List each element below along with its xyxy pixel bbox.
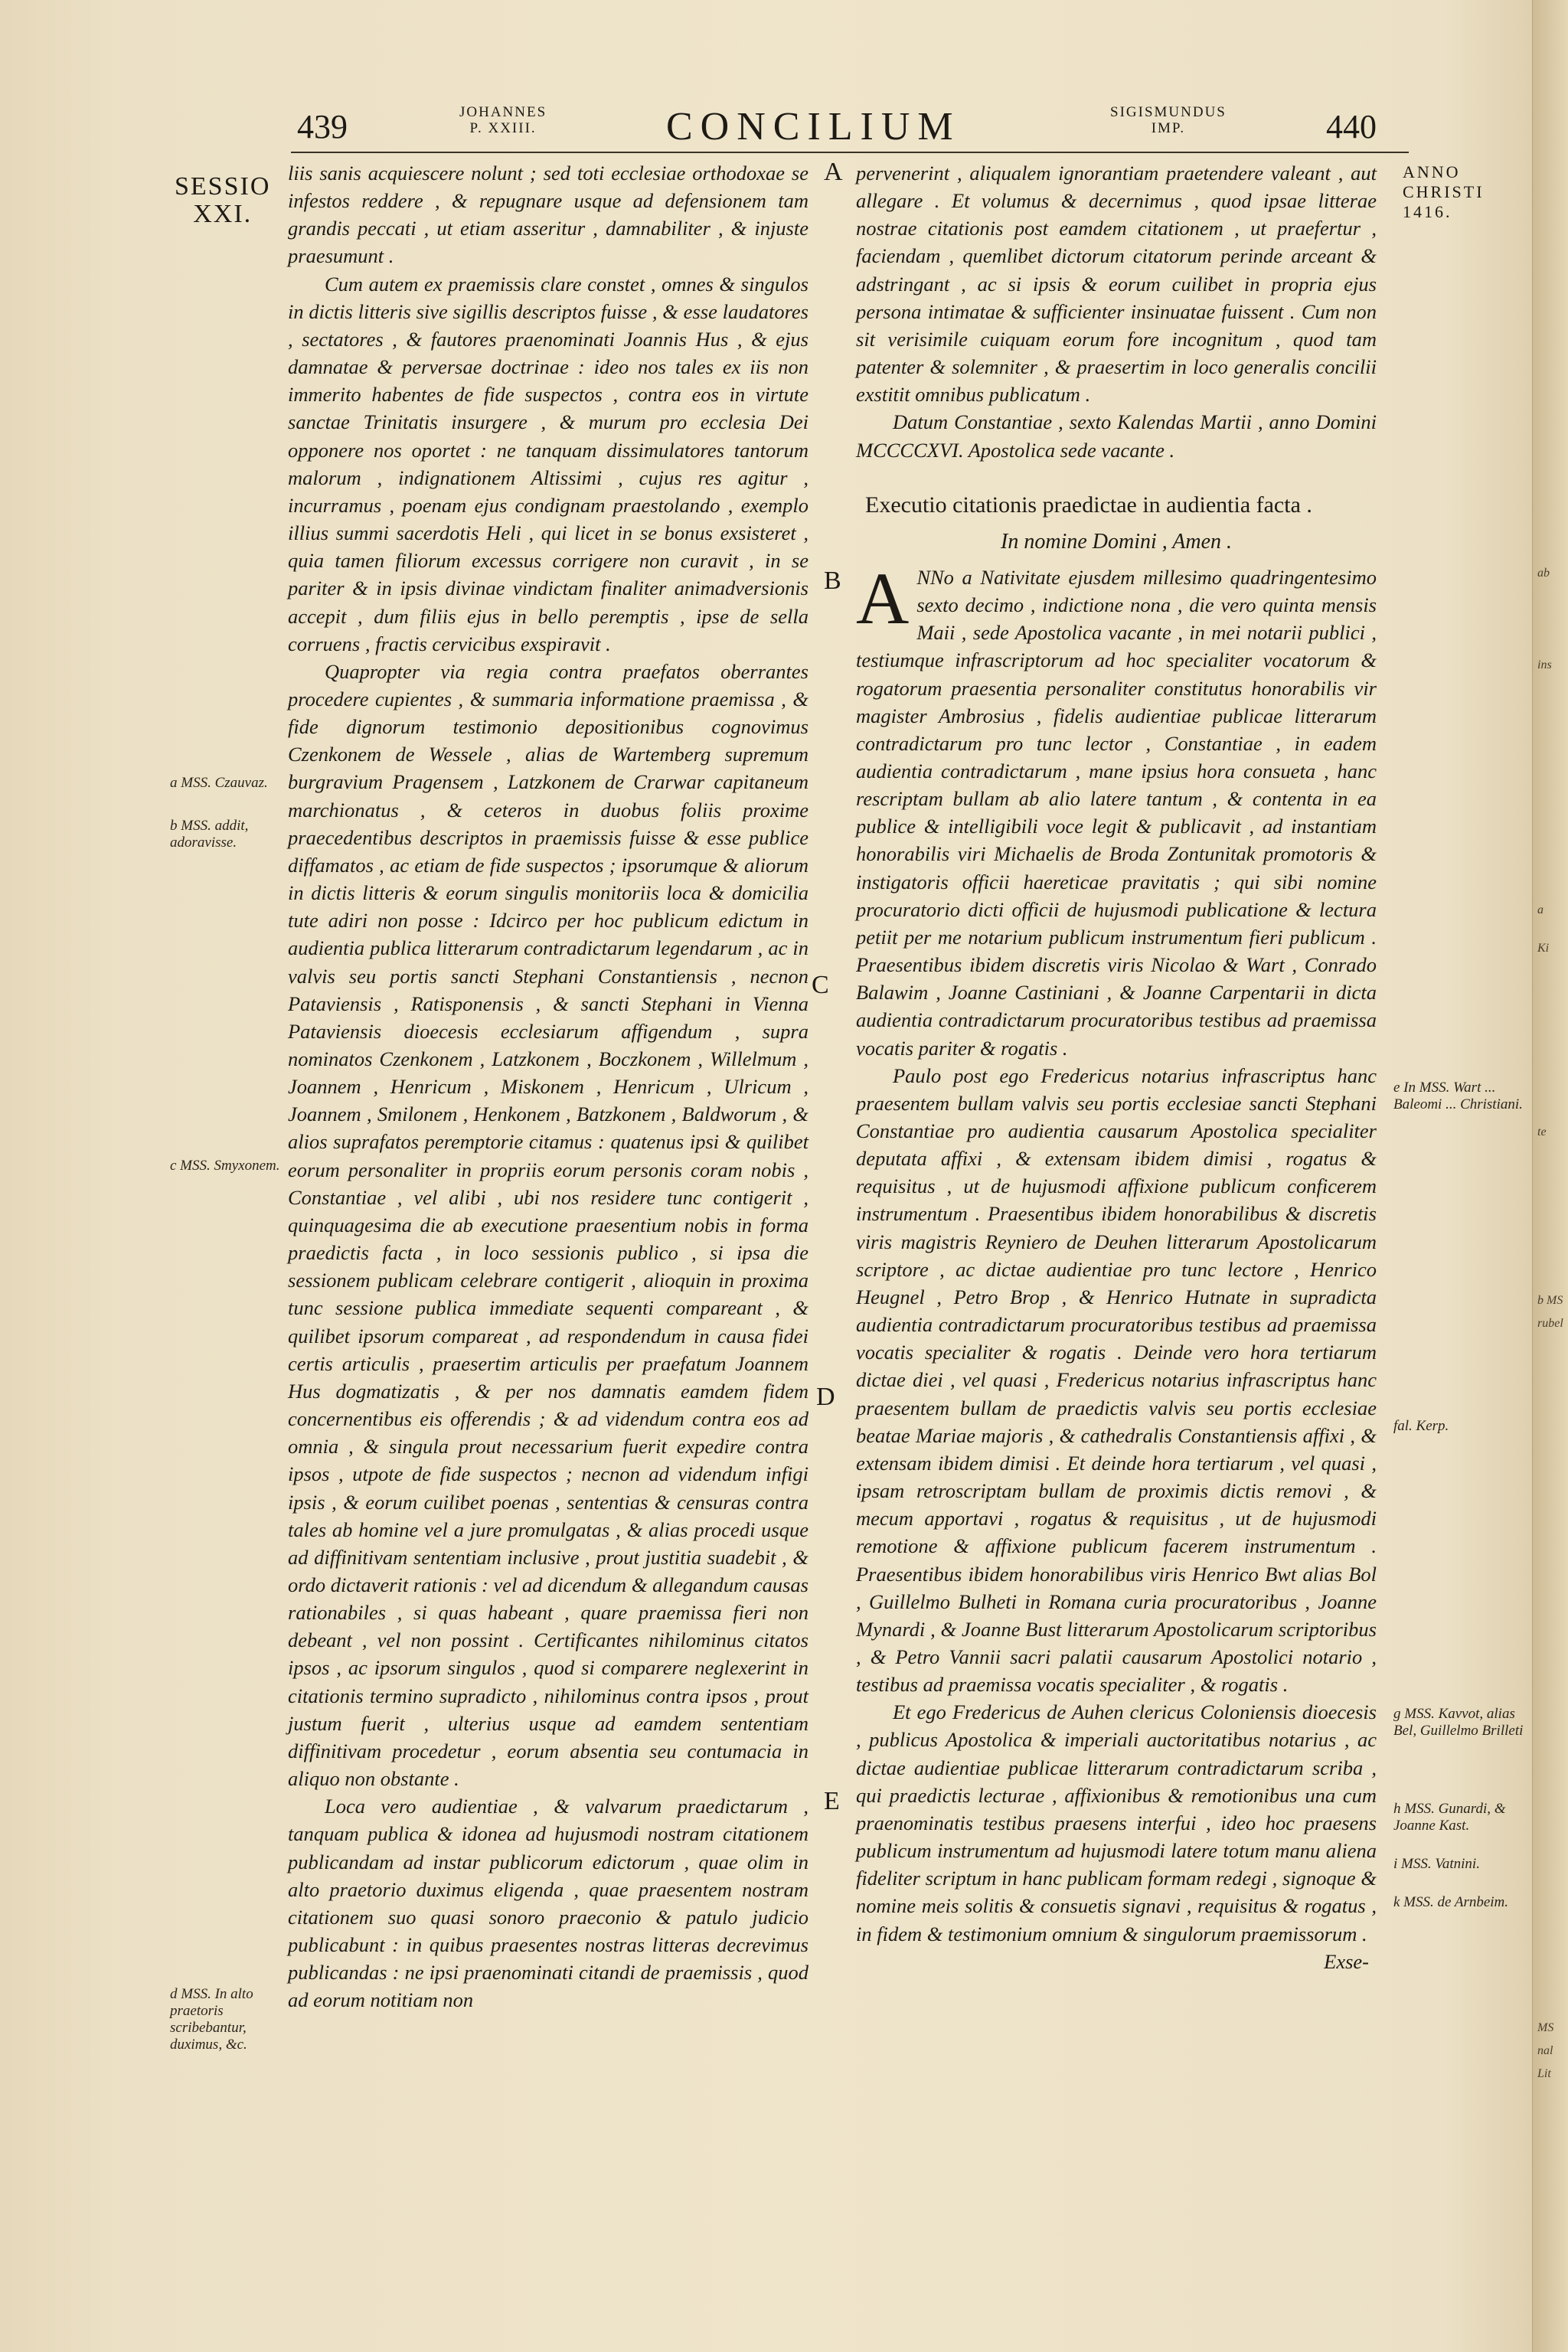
paragraph-text: NNo a Nativitate ejusdem millesimo quadringentesimo sexto decimo , indictione nona , die vero quinta mensis Maii , sede Apostolica vacante , in mei notarii publici , testiumque infrascriptorum ad hoc specialiter vocatorum & rogatorum praesentia personaliter constitutus honorabilis vir magister Ambrosius , fidelis audientiae publicae litterarum contradictarum pro tunc lector , Constantiae , in eadem audientia contradictarum , mane ipsius hora consueta , hanc rescriptam bullam ab alio latere tantum , & contenta in ea publice & intelligibili voce legit & publicavit , ad instantiam honorabilis viri Michaelis de Broda Zontunitak promotoris & instigatoris officii haereticae pravitatis ; qui sibi nomine procuratorio dicti officii de hujusmodi publicatione & lectura petiit per me notarium publicum instrumentum fieri publicum . Praesentibus ibidem discretis viris Nicolao & Wart , Conrado Balawim , Joanne Castiniani , & Joanne Carpentarii in dicta audientia contradictarum procuratoribus testibus ad praemissa vocatis pariter & rogatis . — [856, 565, 1377, 1060]
page-number-left: 439 — [297, 108, 348, 145]
margin-note-f: fal. Kerp. — [1393, 1418, 1449, 1434]
running-head-left — [459, 104, 547, 136]
initial-capital: A — [856, 557, 910, 639]
margin-note-a: a MSS. Czauvaz. — [170, 775, 268, 791]
right-column — [856, 159, 1377, 1975]
edge-note: ab — [1537, 567, 1550, 580]
edge-note: MS — [1537, 2021, 1554, 2034]
paragraph — [856, 557, 1377, 1062]
adjacent-page-edge — [1532, 0, 1568, 2352]
margin-note-i: i MSS. Vatnini. — [1393, 1856, 1480, 1872]
margin-note-d: d MSS. In alto praetoris scribebantur, duximus, &c. — [170, 1986, 253, 2053]
invocation-heading: In nomine Domini , Amen . — [1001, 529, 1232, 554]
paragraph: liis sanis acquiescere nolunt ; sed toti ecclesiae orthodoxae se infestos reddere , & repugnare usque ad defensionem tam grandis peccati , ut etiam asseritur , damnabiliter , & injuste praesumunt . — [288, 162, 808, 268]
year-label-line1: ANNO — [1403, 162, 1461, 181]
edge-note: te — [1537, 1125, 1547, 1138]
year-label — [1403, 162, 1485, 222]
paragraph: Paulo post ego Fredericus notarius infrascriptus hanc praesentem bullam valvis seu portis ecclesiae sancti Stephani Constantiae pro audientia causarum Apostolica specialiter deputata affixi , & extensam ibidem dimisi , rogatus & requisitus , ut de hujusmodi affixione publicum conficerem instrumentum . Praesentibus ibidem honorabilibus & discretis viris magistris Reyniero de Deuhen litterarum Apostolicarum scriptore , ac dictae audientiae pro tunc lectore , Henrico Heugnel , Petro Brop , & Henrico Hutnate in supradicta audientia contradictarum procuratoribus testibus ad praemissa vocatis specialiter & rogatis . Deinde vero hora tertiarum dictae diei , vel quasi , Fredericus notarius infrascriptus hanc praesentem bullam de praedictis valvis seu portis ecclesiae beatae Mariae majoris , & cathedralis Constantiensis affixi , & extensam ibidem dimisi . Et deinde hora tertiarum , vel quasi , ipsam retroscriptam bullam de proximis dictis removi , & mecum apportavi , rogatus & requisitus , ut de hujusmodi remotione & affixione publicum facerem instrumentum . Praesentibus ibidem honorabilibus viris Henrico Bwt alias Bol , Guillelmo Bulheti in Romana curia procuratoribus , Joanne Mynardi , & Joanne Bust litterarum Apostolicarum scriptoribus , & Petro Vannii sacri palatii causarum Apostolici notario , testibus ad praemissa vocatis specialiter , & rogatis . — [856, 1063, 1377, 1697]
margin-note-g: g MSS. Kavvot, alias Bel, Guillelmo Brilleti — [1393, 1706, 1524, 1739]
year-label-line2: CHRISTI — [1403, 182, 1485, 201]
edge-note: a — [1537, 903, 1544, 916]
margin-note-e: e In MSS. Wart ... Baleomi ... Christiani. — [1393, 1080, 1523, 1112]
paragraph: Datum Constantiae , sexto Kalendas Martii , anno Domini MCCCCXVI. Apostolica sede vacante . — [856, 410, 1377, 462]
catchword: Exse- — [1324, 1949, 1369, 1973]
paragraph: Cum autem ex praemissis clare constet , omnes & singulos in dictis litteris sive sigillis descriptos fuisse , & esse laudatores , sectatores , & fautores praenominati Joannis Hus , & ejus damnatae & perversae doctrinae : ideo nos tales ex iis non immerito habentes de fide suspectos , contra eos in virtute sanctae Trinitatis insurgere , & murum pro ecclesia Dei opponere nos oportet : ne tanquam dissimulatores tantorum malorum , indignationem Altissimi , cujus res agitur , incurramus , poenam ejus condignam praestolando , exemplo illius summi sacerdotis Heli , qui licet in se bonus exsisteret , quia tamen filiorum excessus corrigere non curavit , in se pariter & in ipsis divinae vindictam finaliter animadversionis accepit , dum filiis ejus in bello peremptis , ipse de sella corruens , fractis cervicibus exspiravit . — [288, 272, 808, 655]
paragraph: Quapropter via regia contra praefatos oberrantes procedere cupientes , & summaria informatione praemissa , & fide dignorum testimonio depositionibus cognovimus Czenkonem de Wessele , alias de Wartemberg supremum burgravium Pragensem , Latzkonem de Crarwar capitaneum marchionatus , & ceteros in duobus foliis proxime praecedentibus descriptos in praemissis fuisse & esse publice diffamatos , ac etiam de fide suspectos ; ipsorumque & aliorum in dictis litteris & eorum singulis monitoriis loca & domicilia tute adiri non posse : Idcirco per hoc publicum edictum in audientia publica litterarum contradictarum legendarum , ac in valvis seu portis sancti Stephani Constantiensis , necnon Pataviensis , Ratisponensis , & sancti Stephani in Vienna Pataviensis dioecesis ecclesiarum affigendum , supra nominatos Czenkonem , Latzkonem , Boczkonem , Willelmum , Joannem , Henricum , Miskonem , Henricum , Ulricum , Joannem , Smilonem , Henkonem , Batzkonem , Baldworum , & alios suprafatos peremptorie citamus : quatenus ipsi & quilibet eorum personaliter in propriis eorum personis coram nobis , Constantiae , vel alibi , ubi nos residere tunc contigerit , quinquagesima die ab executione praesentium nobis in forma praedictis facta , in loco sessionis publico , si ipsa die sessionem publicam celebrare contigerit , alioquin in proxima tunc sessione publica immediate sequenti compareant , & quilibet ipsorum compareat , ad respondendum in causa fidei certis articulis , praesertim articulis per praefatum Joannem Hus dogmatizatis , & per nos damnatis eamdem fidem concernentibus eis offerendis ; & ad videndum contra eos ad omnia , & singula prout necessarium fuerit expedire contra ipsos , utpote de fide suspectos ; necnon ad videndum infigi ipsis , & eorum cuilibet poenas , sententias & censuras contra tales ab homine vel a jure promulgatas , & alias procedi usque ad diffinitivam sententiam inclusive , prout justitia suadebit , & ordo dictaverit rationis : vel ad dicendum & allegandum causas rationabiles , si quas habeant , quare praemissa fieri non debeant , vel non possint . Certificantes nihilominus citatos ipsos , ac ipsorum singulos , quod si comparere neglexerint in citationis termino supradicto , nihilominus contra ipsos , prout justum fuerit , ulterius usque ad eamdem sententiam diffinitivam procedetur , eorum absentia seu contumacia in aliquo non obstante . — [288, 659, 808, 1791]
section-letter-e: E — [824, 1787, 840, 1815]
paragraph: pervenerint , aliqualem ignorantiam praetendere valeant , aut allegare . Et volumus & decernimus , quod ipsae litterae nostrae citationis post eamdem citationem , ut praefertur , faciendam , quemlibet dictorum citatorum perinde arceant & adstringant , ac si ipsis & eorum cuilibet in propria ejus persona intimatae & sufficienter insinuatae fuissent . Cum non sit verisimile cuiquam eorum fore incognitum , quod tam patenter & solemniter , & praesertim in loco generalis concilii exstitit omnibus publicatum . — [856, 162, 1377, 407]
edge-note: Ki — [1537, 942, 1550, 955]
margin-note-c: c MSS. Smyxonem. — [170, 1158, 280, 1174]
margin-note-h: h MSS. Gunardi, & Joanne Kast. — [1393, 1801, 1506, 1834]
header-rule — [291, 152, 1409, 153]
edge-note: b MS — [1537, 1294, 1563, 1307]
running-head-right-line1: SIGISMUNDUS — [1110, 104, 1227, 120]
session-label — [175, 173, 270, 228]
edge-note: rubel — [1537, 1317, 1563, 1330]
left-column — [288, 159, 808, 2014]
paragraph: Loca vero audientiae , & valvarum praedictarum , tanquam publica & idonea ad hujusmodi nostram citationem publicandam ad instar publicorum edictorum , quae olim in alto praetorio duximus eligenda , quae praesentem nostram citationem suo quasi sonoro praeconio & patulo judicio publicabunt : in quibus praesentes nostras litteras decrevimus publicandas : ne ipsi praenominati citandi de praemissis , quod ad eorum notitiam non — [288, 1795, 808, 2012]
section-letter-a: A — [824, 158, 843, 186]
running-head-left-line2: P. XXIII. — [469, 120, 537, 136]
year-label-line3: 1416. — [1403, 202, 1452, 221]
section-letter-b: B — [824, 567, 841, 595]
running-head-left-line1: JOHANNES — [459, 104, 547, 120]
running-title: CONCILIUM — [666, 105, 961, 149]
running-head-right — [1110, 104, 1227, 136]
session-label-line1: SESSIO — [175, 172, 271, 201]
session-label-line2: XXI. — [193, 200, 253, 228]
running-head-right-line2: IMP. — [1151, 120, 1186, 136]
paragraph: Et ego Fredericus de Auhen clericus Coloniensis dioecesis , publicus Apostolica & imperiali auctoritatibus notarius , ac dictae audientiae publicae litterarum contradictarum scriba , qui praedictis lecturae , affixionibus & remotionibus una cum praenominatis testibus praesens interfui , ideo hoc praesens publicum instrumentum ad hujusmodi latere totum manu aliena fideliter scriptum in hanc publicam formam redegi , signoque & nomine meis solitis & consuetis signavi , requisitus & rogatus , in fidem & testimonium omnium & singulorum praemissorum . — [856, 1700, 1377, 1945]
section-letter-d: D — [816, 1383, 835, 1411]
edge-note: nal — [1537, 2044, 1553, 2057]
section-letter-c: C — [812, 971, 829, 999]
edge-note: Lit — [1537, 2067, 1551, 2080]
margin-note-k: k MSS. de Arnbeim. — [1393, 1894, 1509, 1910]
margin-note-b: b MSS. addit, adoravisse. — [170, 818, 249, 851]
page-number-right: 440 — [1326, 108, 1377, 145]
section-heading: Executio citationis praedictae in audientia facta . — [865, 492, 1312, 518]
edge-note: ins — [1537, 658, 1552, 671]
